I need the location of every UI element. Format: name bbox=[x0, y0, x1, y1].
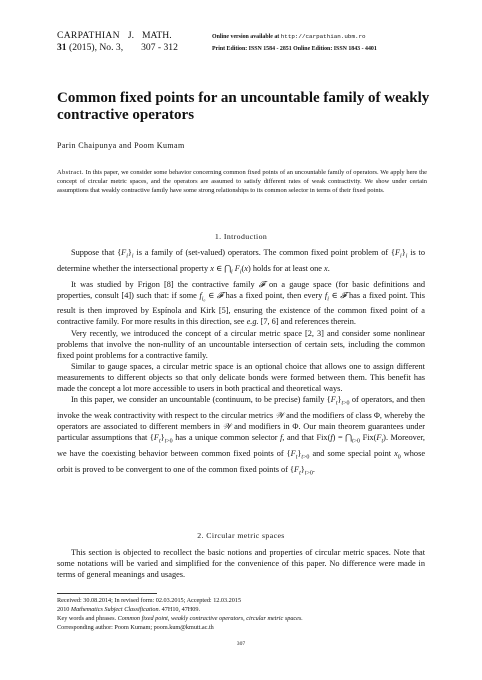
section-heading-introduction: 1. Introduction bbox=[214, 232, 268, 241]
journal-pages: 307 - 312 bbox=[141, 42, 178, 53]
intro-paragraph-3: Very recently, we introduced the concept of a circular metric space [2, 3] and consider some nonlinear problems that involve the non-nullity of an uncountable intersection of certain sets, including the common fixed point problems for a contractive family. bbox=[57, 328, 425, 360]
journal-volume: 31 bbox=[57, 42, 67, 53]
author-chaipunya: Parin Chaipunya bbox=[57, 141, 117, 150]
online-version-line bbox=[212, 31, 377, 43]
footnote-rule bbox=[57, 593, 157, 594]
section-2-paragraph: This section is objected to recollect the basic notions and properties of circular metric spaces. Note that some notations will be varied and simplified for the convenience of this paper. No difference were made in terms of general meanings and usages. bbox=[57, 548, 425, 580]
intro-paragraph-4: Similar to gauge spaces, a circular metric space is an optional choice that allows one to assign different measurements to different objects so that only delicate bonds were formed between them. This benefit has made the concept a lot more accessible to users in both practical and theoretical ways. bbox=[57, 361, 425, 393]
section-heading-circular-metric-spaces: 2. Circular metric spaces bbox=[197, 531, 285, 540]
corresponding-author: Corresponding author: Poom Kumam; poom.kum@kmutt.ac.th bbox=[57, 623, 214, 631]
received-dates: Received: 30.08.2014; In revised form: 02.03.2015; Accepted: 12.03.2015 bbox=[57, 597, 242, 604]
abstract bbox=[57, 168, 427, 195]
print-edition-line: Print Edition: ISSN 1584 - 2851 Online Edition: ISSN 1843 - 4401 bbox=[212, 46, 377, 52]
edition-info bbox=[212, 31, 377, 55]
author-line bbox=[57, 141, 185, 150]
abstract-text: In this paper, we consider some behavior concerning common fixed points of an uncountable family of operators. We apply here the concept of circular metric spaces, and the operators are assumed to satisfy different rates of weak contractivity. We show under certain assumptions that weakly contractive family have some strong relationships to its common selector in terms of their fixed points. bbox=[57, 169, 427, 194]
online-prefix: Online version available at bbox=[212, 34, 280, 40]
journal-year-issue: (2015), No. 3, bbox=[69, 42, 124, 53]
keywords-line: Key words and phrases. Common fixed point, weakly contractive operators, circular metric spaces. bbox=[57, 614, 303, 622]
journal-name-line bbox=[57, 30, 178, 42]
online-url: http://carpathian.ubm.ro bbox=[280, 33, 366, 40]
journal-name: CARPATHIAN bbox=[57, 30, 120, 41]
abstract-label: Abstract. bbox=[57, 169, 84, 176]
footnotes bbox=[57, 597, 437, 633]
journal-header bbox=[57, 30, 178, 54]
introduction-body bbox=[57, 247, 425, 479]
section-2-body bbox=[57, 547, 425, 580]
intro-paragraph-2: It was studied by Frigon [8] the contractive family 𝓕 on a gauge space (for basic definitions and properties, consult [4]) such that: if some $f_{i_0}$ ∈ 𝓕 has a fixed point, then every $f_i$ ∈ 𝓕 has a fixed point. This result is then improved by Espínola and Kirk [5], ensuring the existence of the common fixed point of a contractive family. For more results in this direction, see e.g. [7, 6] and references therein. bbox=[57, 279, 426, 327]
journal-volume-line bbox=[57, 42, 178, 54]
author-kumam: Poom Kumam bbox=[134, 141, 185, 150]
journal-j: J. bbox=[127, 30, 135, 41]
journal-math: MATH. bbox=[142, 30, 172, 41]
paper-title: Common fixed points for an uncountable family of weakly contractive operators bbox=[57, 90, 430, 123]
intro-paragraph-1: Suppose that $\{F_i\}_i$ is a family of (set-valued) operators. The common fixed point problem of $\{F_i\}_i$ is to determine whether the intersectional property x ∈ $⋂_i$ $F_i(x)$ holds for at least one x. bbox=[57, 248, 426, 276]
intro-paragraph-5: In this paper, we consider an uncountable (continuum, to be precise) family $\{F_t\}_{t>0}$ of operators, and then invoke the weak contractivity with respect to the circular metrics 𝒲 and the modifiers of class Φ, whereby the operators are associated to different members in 𝒲 and modifiers in Φ. Our main theorem guarantees under particular assumptions that $\{F_t\}_{t>0}$ has a unique common selector f, and that $Fix(f) = ⋂_{t>0}$ $Fix(F_t)$. Moreover, we have the coexisting behavior between common fixed points of $\{F_t\}_{t>0}$ and some special point $x_0$ whose orbit is proved to be convergent to one of the common fixed points of $\{F_t\}_{t>0}$. bbox=[57, 395, 426, 477]
page-number: 307 bbox=[236, 641, 246, 647]
author-and: and bbox=[118, 141, 132, 150]
msc-line: 2010 Mathematics Subject Classification. 47H10, 47H09. bbox=[57, 605, 200, 613]
